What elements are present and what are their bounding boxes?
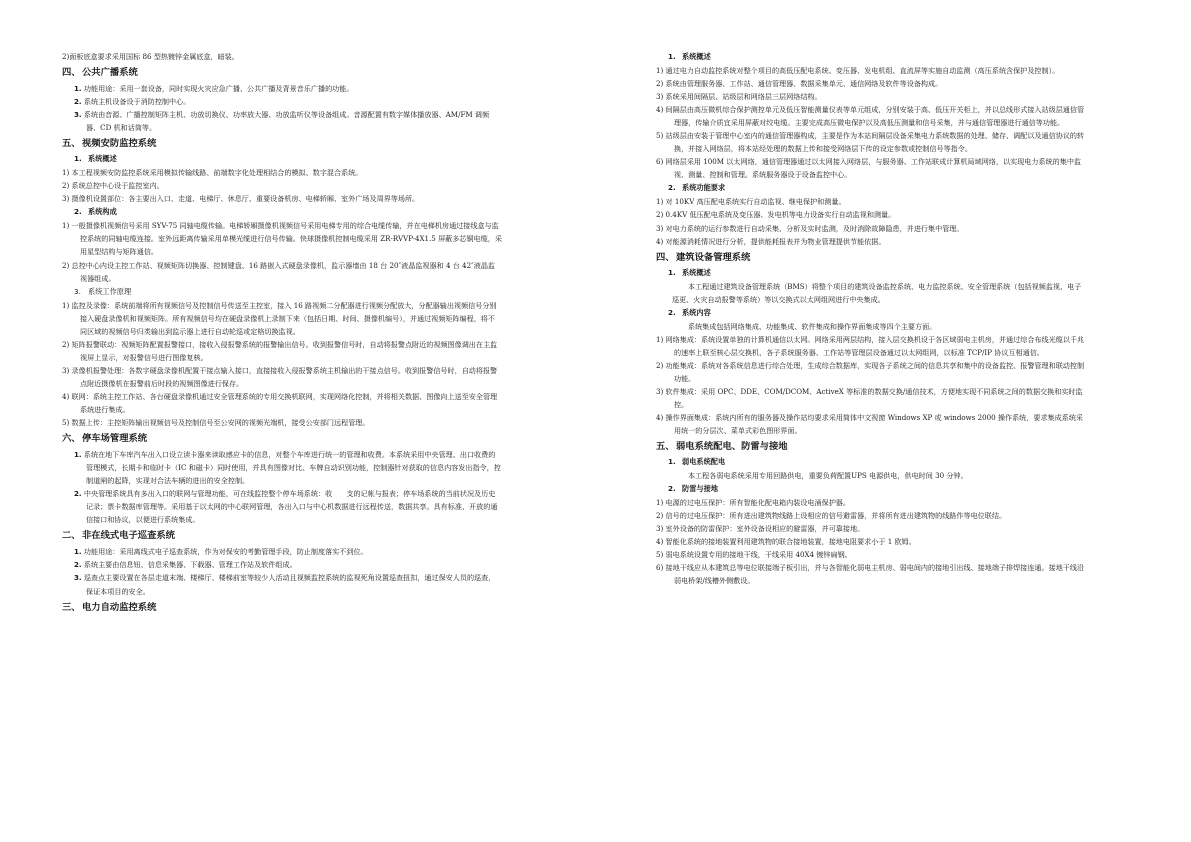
body-paragraph: 本工程各弱电系统采用专用回路供电，重要负荷配置UPS 电源供电，供电时间 30 分钟。 bbox=[688, 471, 968, 481]
subsection-title: 系统概述 bbox=[88, 154, 117, 164]
section-heading bbox=[62, 432, 502, 445]
list-paragraph: 3) 摄像机设置部位：各主要出入口、走道、电梯厅、休息厅、重要设备机房、电梯轿厢、室外广场及周界等场所。 bbox=[62, 194, 420, 204]
left-column bbox=[62, 50, 502, 617]
right-column bbox=[656, 50, 1086, 588]
paragraph-text: 功能用途：采用离线式电子巡查系统，作为对保安的考勤管理手段，防止制度落实不到位。 bbox=[83, 547, 368, 557]
section-title: 弱电系统配电、防雷与接地 bbox=[676, 441, 788, 453]
section-heading bbox=[656, 251, 1086, 264]
subsection-number: 2. bbox=[74, 207, 82, 217]
item-number: 2. bbox=[74, 489, 82, 499]
subsection-number: 2. bbox=[668, 183, 676, 193]
section-heading bbox=[62, 137, 502, 150]
item-number: 1. bbox=[74, 547, 82, 557]
section-heading bbox=[62, 66, 502, 79]
list-paragraph: 1) 通过电力自动监控系统对整个项目的高低压配电系统、变压器、发电机组、直流屏等实施自动监测（高压系统含保护及控制）。 bbox=[656, 66, 1060, 75]
subsection-title: 系统概述 bbox=[682, 52, 711, 61]
list-paragraph: 2) 矩阵报警联动：视频矩阵配置报警接口，接收入侵报警系统的报警输出信号。收到报警信号时，自动将报警点附近的视频图像调出在主监视屏上显示，对报警信号进行图像复核。 bbox=[62, 339, 498, 362]
list-paragraph: 2) 功能集成：系统对各系统信息进行综合处理，生成综合数据库，实现各子系统之间的信息共享和集中的设备监控、报警管理和联动控制功能。 bbox=[656, 360, 1085, 383]
numbered-paragraph bbox=[62, 487, 502, 526]
section-title: 非在线式电子巡查系统 bbox=[82, 530, 175, 542]
list-paragraph: 1) 监控及录像：系统前端将所有视频信号及控制信号传送至主控室，接入 16 路视频二分配器进行视频分配放大，分配器输出视频信号分别接入硬盘录像机和视频矩阵。所有视频信号均在硬盘录像机上录制下来（包括日期、时间、摄像机编号），并通过视频矩阵编程，将不同区域的视频信号归类输出到监示器上进行自动轮巡或定格切换监视。 bbox=[62, 300, 497, 336]
section-title: 公共广播系统 bbox=[82, 67, 138, 79]
subsection-title: 系统概述 bbox=[682, 267, 711, 277]
paragraph-text: 系统主要由信息钮、信息采集器、下载器、管理工作站及软件组成。 bbox=[83, 560, 297, 570]
subsection-heading bbox=[656, 307, 1086, 319]
list-paragraph: 6) 接地干线应从本建筑总等电位联接端子板引出，并与各智能化弱电主机房、弱电间内的接地引出线、接地端子排焊接连通。接地干线沿弱电桥架/线槽外侧敷设。 bbox=[656, 563, 1085, 586]
subsection-number: 1. bbox=[668, 267, 676, 277]
section-number: 五、 bbox=[62, 138, 81, 150]
list-paragraph: 2) 系统总控中心设于监控室内。 bbox=[62, 181, 164, 191]
section-number: 三、 bbox=[62, 601, 81, 613]
item-number: 2. bbox=[74, 560, 82, 570]
list-paragraph: 4) 联网：系统主控工作站、各台硬盘录像机通过安全管理系统的专用交换机联网，实现网络化控制，并将相关数据、图像向上送至安全管理系统进行集成。 bbox=[62, 391, 498, 414]
section-number: 五、 bbox=[656, 441, 675, 453]
section-title: 电力自动监控系统 bbox=[82, 601, 157, 613]
numbered-paragraph bbox=[62, 571, 502, 597]
subsection-number: 1. bbox=[668, 457, 676, 467]
numbered-paragraph bbox=[62, 448, 502, 487]
list-paragraph: 1) 一般摄像机视频信号采用 SYV-75 同轴电缆传输。电梯轿厢摄像机视频信号采用电梯专用的综合电缆传输，并在电梯机房通过接线盒与监控系统的同轴电缆连接。室外远距离传输采用单模光缆进行信号传输。快球摄像机控制电缆采用 ZR-RVVP-4X1.5 屏蔽多芯铜电缆，采用星型结构与矩阵通信。 bbox=[62, 221, 502, 257]
list-paragraph: 2) 总控中心内设主控工作站、视频矩阵切换器、控制键盘、16 路嵌入式硬盘录像机，监示器墙由 18 台 20″液晶监视器和 4 台 42″液晶监视器组成。 bbox=[62, 260, 496, 283]
list-paragraph: 3) 对电力系统的运行参数进行自动采集、分析及实时监测，及时消除故障隐患，并进行集中管理。 bbox=[656, 223, 964, 233]
section-heading bbox=[656, 440, 1086, 453]
paragraph-text: 系统由音源、广播控制矩阵主机、功放切换仪、功率放大器、功放监听仪等设备组成。音源配置有数字媒体播放器、AM/FM 调频器、CD 机和话筒等。 bbox=[83, 110, 490, 133]
subsection-title: 弱电系统配电 bbox=[682, 457, 726, 467]
list-paragraph: 5) 弱电系统设置专用的接地干线，干线采用 40X4 镀锌扁钢。 bbox=[656, 550, 852, 560]
item-number: 3. bbox=[74, 110, 82, 120]
section-number: 四、 bbox=[62, 67, 81, 79]
list-paragraph: 3) 软件集成：采用 OPC、DDE、COM/DCOM、ActiveX 等标准的数据交换/通信技术，方便地实现不同系统之间的数据交换和实时监控。 bbox=[656, 386, 1083, 409]
numbered-paragraph bbox=[62, 95, 502, 108]
subsection-heading bbox=[656, 182, 1086, 194]
section-title: 建筑设备管理系统 bbox=[676, 251, 751, 263]
list-paragraph: 3) 系统采用间隔层、站级层和网络层三层网络结构。 bbox=[656, 92, 822, 102]
section-heading bbox=[62, 601, 502, 614]
subsection-number: 3. bbox=[74, 286, 81, 296]
item-number: 1. bbox=[74, 450, 82, 460]
subsection-heading bbox=[656, 456, 1086, 468]
section-number: 六、 bbox=[62, 433, 81, 445]
list-paragraph: 1) 电源的过电压保护：所有智能化配电箱内装设电涌保护器。 bbox=[656, 498, 850, 508]
numbered-paragraph bbox=[62, 558, 502, 571]
list-paragraph: 2)面板底盒要求采用国标 86 型热镀锌金属底盒，暗装。 bbox=[62, 52, 239, 61]
list-paragraph: 4) 智能化系统的接地装置利用建筑物的联合接地装置，接地电阻要求小于 1 欧姆。 bbox=[656, 537, 916, 547]
item-number: 3. bbox=[74, 573, 82, 583]
subsection-number: 2. bbox=[668, 307, 676, 317]
item-number: 2. bbox=[74, 97, 82, 107]
list-paragraph: 5) 数据上传：主控矩阵输出视频信号及控制信号至公安网的视频光端机，接受公安部门远程管理。 bbox=[62, 418, 370, 428]
list-paragraph: 2) 0.4KV 低压配电系统及变压器、发电机等电力设备实行自动监视和测量。 bbox=[656, 210, 896, 220]
numbered-paragraph bbox=[62, 82, 502, 95]
list-paragraph: 5) 站级层由安装于管理中心室内的通信管理器构成，主要是作为本站间隔层设备采集电力系统数据的处理、储存、调配以及通信协议的转换，并接入网络层，将本站经处理的数据上传和接受网络层下传的设定参数或控制信号等指令。 bbox=[656, 131, 1085, 154]
paragraph-text: 巡查点主要设置在各层走道末端、楼梯厅、楼梯前室等较少人活动且视频监控系统的监视死角设置巡查扭扣，通过保安人员的巡查，保证本项目的安全。 bbox=[83, 573, 496, 596]
paragraph-text: 中央管理系统具有多出入口的联网与管理功能，可在线监控整个停车场系统：收 支的记帐与报表；停车场系统的当前状况及历史记录；票卡数据库管理等。采用基于以太网的中心联网管理，各出入口与中心机数据进行远程传送，数据共享。具有标准、开放的通信接口和协议，以便进行系统集成。 bbox=[83, 489, 498, 525]
body-paragraph: 系统集成包括网络集成、功能集成、软件集成和操作界面集成等四个主要方面。 bbox=[688, 321, 937, 331]
subsection-number: 1. bbox=[74, 154, 82, 164]
subsection-title: 系统内容 bbox=[682, 307, 711, 317]
subsection-heading bbox=[656, 267, 1086, 279]
section-number: 二、 bbox=[62, 530, 81, 542]
subsection-heading bbox=[62, 206, 502, 218]
item-number: 1. bbox=[74, 84, 82, 94]
numbered-paragraph bbox=[62, 108, 502, 134]
subsection-heading bbox=[62, 286, 502, 298]
subsection-title: 系统功能要求 bbox=[682, 183, 726, 193]
subsection-title: 系统构成 bbox=[88, 207, 117, 217]
subsection-number: 2. bbox=[668, 484, 676, 494]
list-paragraph: 2) 系统由管理服务器、工作站、通信管理器、数据采集单元、通信网络及软件等设备构成。 bbox=[656, 79, 943, 89]
subsection-title: 系统工作原理 bbox=[88, 286, 132, 296]
section-title: 视频安防监控系统 bbox=[82, 138, 157, 150]
list-paragraph: 1) 对 10KV 高压配电系统实行自动监视、继电保护和测量。 bbox=[656, 197, 846, 207]
paragraph-text: 功能用途：采用一套设备，同时实现火灾应急广播、公共广播及背景音乐广播的功能。 bbox=[83, 84, 354, 94]
list-paragraph: 2) 信号的过电压保护：所有进出建筑物线路上设相应的信号避雷器，并将所有进出建筑物的线路作等电位联结。 bbox=[656, 511, 1007, 521]
section-heading bbox=[62, 529, 502, 542]
list-paragraph: 3) 室外设备的防雷保护：室外设备设相应的避雷器，并可靠接地。 bbox=[656, 524, 865, 534]
subsection-heading bbox=[656, 483, 1086, 495]
list-paragraph: 4) 对能源消耗情况进行分析，提供能耗报表并为物业管理提供节能依据。 bbox=[656, 236, 886, 246]
list-paragraph: 4) 操作界面集成：系统内所有的服务器及操作站均要求采用简体中文视窗 Windows XP 或 windows 2000 操作系统，要求集成系统采用统一的分层次、菜单式彩色图形界面。 bbox=[656, 413, 1084, 436]
list-paragraph: 1) 网络集成：系统设置单独的计算机通信以太网。网络采用两层结构，接入层交换机设于各区域弱电主机房，并通过综合布线光缆以千兆的速率上联至核心层交换机，各子系统服务器、工作站等管理层设备通过以太网组网，以标准 TCP/IP 协议互相通信。 bbox=[656, 334, 1085, 357]
subsection-number: 1. bbox=[668, 52, 676, 61]
paragraph-text: 系统在地下车库汽车出入口设立读卡器来读取感应卡的信息，对整个车库进行统一的管理和收费。本系统采用中央管理、出口收费的管理模式，长期卡和临时卡（IC 和磁卡）同时使用，并具有图像对比、车牌自动识别功能，控制器针对获取的信息内容发出指令，控制道闸的起降，实现对合法车辆的进出的安全控制。 bbox=[83, 450, 501, 486]
section-number: 四、 bbox=[656, 251, 675, 263]
numbered-paragraph bbox=[62, 545, 502, 558]
list-paragraph: 1) 本工程视频安防监控系统采用模拟传输线路、前端数字化处理相结合的模拟、数字混合系统。 bbox=[62, 168, 363, 178]
paragraph-text: 系统主机设备设于消防控制中心。 bbox=[83, 97, 191, 107]
list-paragraph: 3) 录像机报警处理：各数字硬盘录像机配置干接点输入接口，直接接收入侵报警系统主机输出的干接点信号。收到报警信号时，自动将报警点附近摄像机在报警前后时段的视频图像进行保存。 bbox=[62, 365, 498, 388]
subsection-heading bbox=[656, 51, 1086, 63]
list-paragraph: 4) 间隔层由高压微机综合保护测控单元及低压智能测量仪表等单元组成，分别安装于高、低压开关柜上，并以总线形式接入站级层通信管理器，传输介质宜采用屏蔽对绞电缆。主要完成高压微电保护以及高低压测量和信号采集，并与通信管理器进行通信等功能。 bbox=[656, 105, 1085, 128]
subsection-title: 防雷与接地 bbox=[682, 484, 718, 494]
section-title: 停车场管理系统 bbox=[82, 433, 148, 445]
subsection-heading bbox=[62, 153, 502, 165]
list-paragraph: 6) 网络层采用 100M 以太网络，通信管理器通过以太网接入网络层，与服务器、工作站联成计算机局域网络，以实现电力系统的集中监视、测量、控制和管理。系统服务器设于设备监控中心。 bbox=[656, 157, 1082, 180]
body-paragraph: 本工程通过建筑设备管理系统（BMS）将整个项目的建筑设备监控系统、电力监控系统、安全管理系统（包括视频监视、电子巡更、火灾自动报警等系统）等以交换式以太网组网进行中央集成。 bbox=[672, 281, 1082, 304]
